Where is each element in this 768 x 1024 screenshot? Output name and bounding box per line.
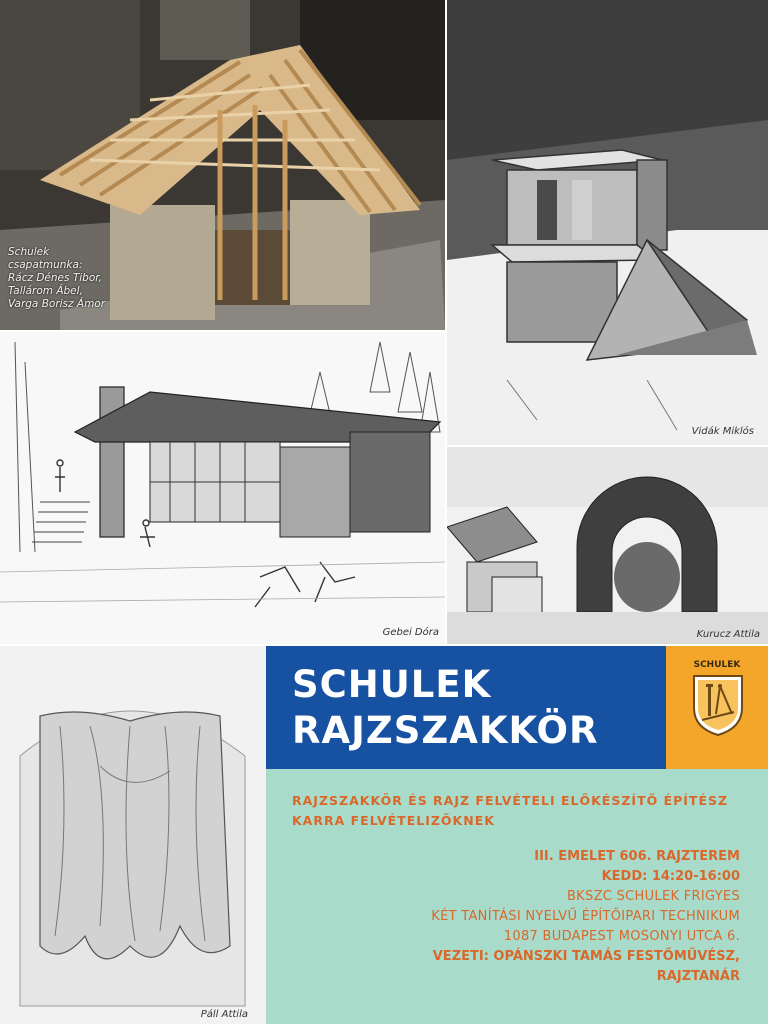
info-block [266,769,768,1024]
page-title-line-1: SCHULEK [292,663,492,706]
model-caption-line: Rácz Dénes Tibor, [8,272,102,284]
subtitle: RAJZSZAKKÖR ÉS RAJZ FELVÉTELI ELŐKÉSZÍTŐ ÉPÍTÉSZ KARRA FELVÉTELIZŐKNEK [292,793,729,828]
drapery-image [0,646,266,1024]
model-caption [8,246,105,311]
model-caption-line: Varga Borisz Ámor [8,298,106,310]
school-shield-icon [690,672,746,738]
page-title-line-2: RAJZSZAKKÖR [292,709,599,752]
cubes-caption: Vidák Miklós [691,426,754,437]
house-sketch-image [0,332,445,644]
drawing-arch-solids [447,447,768,644]
logo-label: SCHULEK [693,660,741,670]
details [431,847,740,987]
drawing-house-sketch [0,332,445,644]
title-block [266,646,666,769]
leader-info-2: RAJZTANÁR [656,969,740,984]
school-name-1: BKSZC SCHULEK FRIGYES [566,889,740,904]
arch-caption: Kurucz Attila [696,629,760,640]
drape-caption: Páll Attila [200,1009,248,1020]
house-caption: Gebei Dóra [382,627,439,638]
model-caption-line: Schulek [8,246,50,258]
model-caption-line: csapatmunka: [8,259,83,271]
arch-solids-image [447,447,768,644]
leader-info-1: VEZETI: OPÁNSZKI TAMÁS FESTŐMŰVÉSZ, [432,949,740,964]
photo-wooden-roof-model [0,0,445,330]
time-info: KEDD: 14:20-16:00 [601,869,740,884]
model-caption-line: Tallárom Ábel, [8,285,83,297]
drawing-geometric-solids [447,0,768,445]
address: 1087 BUDAPEST MOSONYI UTCA 6. [503,929,740,944]
drawing-drapery [0,646,266,1024]
logo-block [666,646,768,769]
room-info: III. EMELET 606. RAJZTEREM [534,849,740,864]
geometric-solids-image [447,0,768,445]
school-name-2: KÉT TANÍTÁSI NYELVŰ ÉPÍTŐIPARI TECHNIKUM [431,909,740,924]
